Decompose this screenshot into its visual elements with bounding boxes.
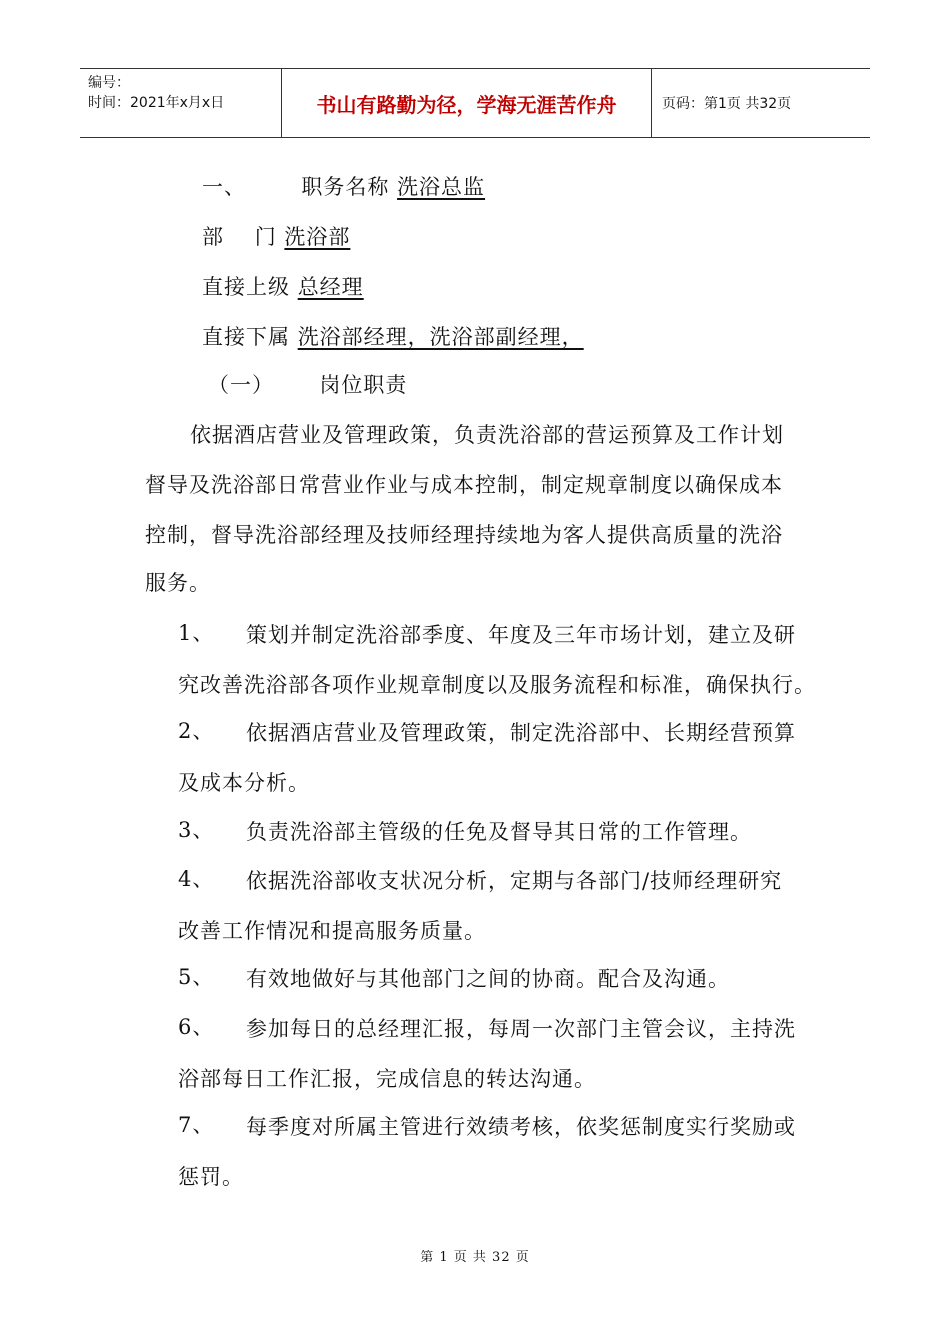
subordinate-value: 洗浴部经理，洗浴部副经理， bbox=[297, 325, 584, 349]
superior-label: 直接上级 bbox=[202, 275, 290, 299]
dept-label: 部 门 bbox=[202, 225, 277, 249]
page-header bbox=[80, 68, 870, 138]
superior-row bbox=[202, 272, 364, 302]
section-prefix: （一） bbox=[208, 373, 274, 397]
item-number: 3、 bbox=[178, 818, 215, 842]
item-text: 依据酒店营业及管理政策，制定洗浴部中、长期经营预算 bbox=[246, 721, 796, 745]
item-text: 有效地做好与其他部门之间的协商。配合及沟通。 bbox=[246, 967, 730, 991]
dept-value: 洗浴部 bbox=[284, 225, 351, 249]
title-prefix: 一、 bbox=[202, 175, 246, 199]
item-text: 负责洗浴部主管级的任免及督导其日常的工作管理。 bbox=[246, 820, 752, 844]
subordinate-label: 直接下属 bbox=[202, 325, 290, 349]
intro-line: 服务。 bbox=[145, 571, 211, 595]
date-label: 时间：2021年x月x日 bbox=[88, 95, 225, 111]
intro-line: 依据酒店营业及管理政策，负责洗浴部的营运预算及工作计划 bbox=[190, 423, 784, 447]
item-text: 浴部每日工作汇报，完成信息的转达沟通。 bbox=[178, 1067, 596, 1091]
number-label: 编号： bbox=[88, 75, 130, 91]
section-heading bbox=[208, 370, 407, 400]
item-text: 每季度对所属主管进行效绩考核，依奖惩制度实行奖励或 bbox=[246, 1115, 796, 1139]
item-text: 改善工作情况和提高服务质量。 bbox=[178, 919, 486, 943]
intro-line: 控制，督导洗浴部经理及技师经理持续地为客人提供高质量的洗浴 bbox=[145, 523, 783, 547]
item-text: 究改善洗浴部各项作业规章制度以及服务流程和标准，确保执行。 bbox=[178, 673, 816, 697]
page-footer: 第 1 页 共 32 页 bbox=[420, 1250, 530, 1265]
item-text: 惩罚。 bbox=[178, 1165, 244, 1189]
item-number: 6、 bbox=[178, 1015, 215, 1039]
header-meta bbox=[80, 69, 282, 137]
item-text: 策划并制定洗浴部季度、年度及三年市场计划，建立及研 bbox=[246, 623, 796, 647]
item-number: 4、 bbox=[178, 867, 215, 891]
intro-line: 督导及洗浴部日常营业作业与成本控制，制定规章制度以确保成本 bbox=[145, 473, 783, 497]
item-number: 1、 bbox=[178, 621, 215, 645]
section-title: 岗位职责 bbox=[319, 373, 408, 397]
item-number: 2、 bbox=[178, 719, 215, 743]
item-number: 5、 bbox=[178, 965, 215, 989]
item-text: 及成本分析。 bbox=[178, 771, 310, 795]
subordinate-row bbox=[202, 322, 584, 352]
item-number: 7、 bbox=[178, 1113, 215, 1137]
header-page-info: 页码：第1页 共32页 bbox=[662, 96, 792, 112]
header-motto: 书山有路勤为径，学海无涯苦作舟 bbox=[282, 69, 652, 137]
superior-value: 总经理 bbox=[297, 275, 364, 299]
dept-row bbox=[202, 222, 350, 252]
title-label: 职务名称 bbox=[301, 175, 390, 199]
item-text: 依据洗浴部收支状况分析，定期与各部门/技师经理研究 bbox=[246, 869, 783, 893]
title-value: 洗浴总监 bbox=[397, 175, 486, 199]
title-row bbox=[202, 172, 485, 202]
item-text: 参加每日的总经理汇报，每周一次部门主管会议，主持洗 bbox=[246, 1017, 796, 1041]
